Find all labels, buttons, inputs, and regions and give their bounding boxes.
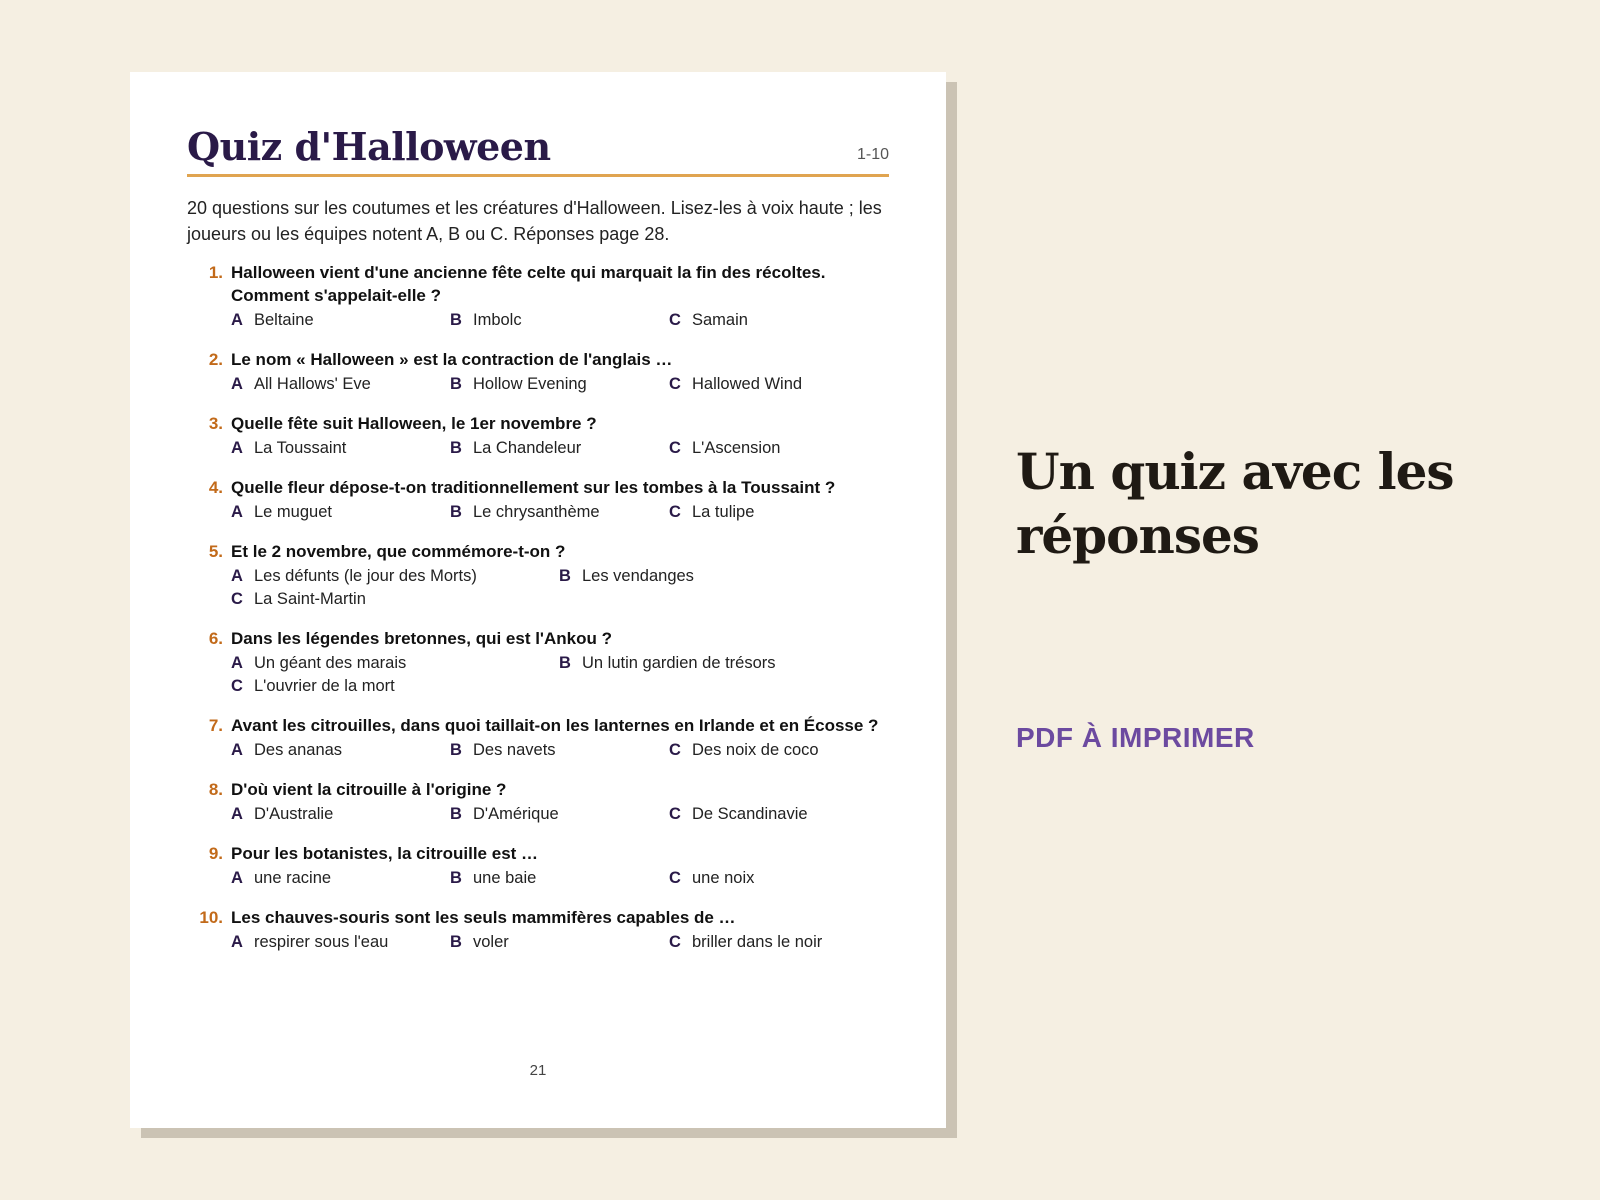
question-text: Quelle fête suit Halloween, le 1er novembre ? (231, 414, 597, 433)
answer-letter: A (231, 869, 243, 887)
answer-a (231, 437, 450, 460)
question-8 (187, 778, 889, 826)
answer-text: Beltaine (254, 311, 314, 329)
answer-b (559, 652, 887, 675)
answer-b (450, 501, 669, 524)
question-number: 7. (208, 716, 223, 735)
answer-text: une baie (473, 869, 537, 887)
question-number: 6. (208, 629, 223, 648)
answer-text: Un lutin gardien de trésors (582, 654, 776, 672)
answer-text: Un géant des marais (254, 654, 407, 672)
answer-b (559, 565, 887, 588)
answer-b (450, 867, 669, 890)
answer-c (669, 739, 888, 762)
answer-options (231, 931, 889, 954)
answer-letter: B (559, 567, 571, 585)
answer-options (231, 501, 889, 524)
question-number: 4. (208, 478, 223, 497)
answer-a (231, 867, 450, 890)
question-10 (187, 906, 889, 954)
question-1 (187, 261, 889, 332)
question-6 (187, 627, 889, 698)
question-number: 10. (199, 908, 223, 927)
answer-letter: A (231, 805, 243, 823)
answer-text: Samain (692, 311, 748, 329)
answer-b (450, 373, 669, 396)
page-title: Quiz d'Halloween (187, 124, 551, 169)
answer-letter: C (231, 677, 243, 695)
answer-text: L'Ascension (692, 439, 781, 457)
question-text: Avant les citrouilles, dans quoi taillait-on les lanternes en Irlande et en Écosse ? (231, 716, 879, 735)
page-header (187, 124, 889, 177)
answer-letter: C (669, 439, 681, 457)
answer-text: L'ouvrier de la mort (254, 677, 395, 695)
answer-c (669, 867, 888, 890)
answer-text: La Chandeleur (473, 439, 582, 457)
answer-letter: A (231, 311, 243, 329)
answer-c (669, 803, 888, 826)
answer-letter: A (231, 375, 243, 393)
answer-c (669, 437, 888, 460)
answer-options (231, 309, 889, 332)
answer-text: Le chrysanthème (473, 503, 600, 521)
answer-a (231, 565, 559, 588)
answer-letter: A (231, 567, 243, 585)
answer-letter: B (450, 503, 462, 521)
question-text: Dans les légendes bretonnes, qui est l'Ankou ? (231, 629, 612, 648)
answer-letter: A (231, 439, 243, 457)
answer-text: Hallowed Wind (692, 375, 803, 393)
answer-b (450, 739, 669, 762)
question-text: Pour les botanistes, la citrouille est … (231, 844, 539, 863)
answer-letter: B (450, 439, 462, 457)
question-list (187, 261, 889, 954)
page-number: 21 (529, 1062, 547, 1079)
answer-options (231, 652, 889, 698)
answer-c (669, 373, 888, 396)
answer-letter: C (669, 805, 681, 823)
answer-text: Des ananas (254, 741, 343, 759)
answer-text: Des navets (473, 741, 556, 759)
answer-options (231, 565, 889, 611)
answer-c (231, 588, 559, 611)
quiz-page (130, 72, 946, 1128)
question-number: 2. (208, 350, 223, 369)
answer-options (231, 739, 889, 762)
answer-letter: B (450, 311, 462, 329)
answer-text: La Toussaint (254, 439, 347, 457)
answer-text: All Hallows' Eve (254, 375, 371, 393)
answer-letter: B (450, 805, 462, 823)
answer-c (669, 931, 888, 954)
answer-b (450, 803, 669, 826)
answer-text: Le muguet (254, 503, 332, 521)
answer-letter: A (231, 503, 243, 521)
question-3 (187, 412, 889, 460)
question-number: 3. (208, 414, 223, 433)
question-number: 5. (208, 542, 223, 561)
answer-options (231, 437, 889, 460)
question-text: D'où vient la citrouille à l'origine ? (231, 780, 507, 799)
answer-a (231, 373, 450, 396)
answer-text: Des noix de coco (692, 741, 819, 759)
answer-text: D'Australie (254, 805, 334, 823)
answer-options (231, 373, 889, 396)
answer-b (450, 437, 669, 460)
answer-letter: A (231, 654, 243, 672)
answer-text: briller dans le noir (692, 933, 823, 951)
answer-letter: A (231, 933, 243, 951)
answer-a (231, 309, 450, 332)
answer-letter: B (450, 375, 462, 393)
question-text: Les chauves-souris sont les seuls mammifères capables de … (231, 908, 736, 927)
answer-text: une noix (692, 869, 755, 887)
answer-text: une racine (254, 869, 332, 887)
answer-c (669, 309, 888, 332)
question-text: Halloween vient d'une ancienne fête celte qui marquait la fin des récoltes. Comment s'appelait-elle ? (231, 263, 826, 305)
answer-a (231, 931, 450, 954)
question-4 (187, 476, 889, 524)
promo-heading: Un quiz avec les réponses (1016, 442, 1454, 565)
answer-b (450, 931, 669, 954)
intro-text: 20 questions sur les coutumes et les créatures d'Halloween. Lisez-les à voix haute ; les joueurs ou les équipes notent A, B ou C. Réponses page 28. (187, 198, 882, 244)
answer-a (231, 501, 450, 524)
answer-text: La tulipe (692, 503, 755, 521)
question-text: Et le 2 novembre, que commémore-t-on ? (231, 542, 566, 561)
answer-letter: B (559, 654, 571, 672)
answer-letter: B (450, 869, 462, 887)
answer-a (231, 739, 450, 762)
question-text: Le nom « Halloween » est la contraction de l'anglais … (231, 350, 673, 369)
question-text: Quelle fleur dépose-t-on traditionnellement sur les tombes à la Toussaint ? (231, 478, 836, 497)
answer-text: Les vendanges (582, 567, 694, 585)
answer-text: Imbolc (473, 311, 522, 329)
answer-letter: B (450, 933, 462, 951)
promo-cta: PDF À IMPRIMER (1016, 722, 1255, 753)
answer-c (231, 675, 559, 698)
answer-text: Hollow Evening (473, 375, 587, 393)
answer-text: D'Amérique (473, 805, 559, 823)
question-number: 8. (208, 780, 223, 799)
answer-b (450, 309, 669, 332)
answer-letter: A (231, 741, 243, 759)
question-2 (187, 348, 889, 396)
answer-letter: B (450, 741, 462, 759)
answer-text: Les défunts (le jour des Morts) (254, 567, 477, 585)
answer-letter: C (231, 590, 243, 608)
question-range: 1-10 (856, 146, 889, 163)
answer-options (231, 867, 889, 890)
question-5 (187, 540, 889, 611)
answer-letter: C (669, 311, 681, 329)
answer-letter: C (669, 869, 681, 887)
answer-letter: C (669, 741, 681, 759)
answer-a (231, 803, 450, 826)
question-number: 9. (208, 844, 223, 863)
answer-letter: C (669, 503, 681, 521)
answer-c (669, 501, 888, 524)
answer-text: voler (473, 933, 509, 951)
question-9 (187, 842, 889, 890)
answer-text: De Scandinavie (692, 805, 808, 823)
answer-options (231, 803, 889, 826)
answer-text: La Saint-Martin (254, 590, 366, 608)
answer-letter: C (669, 375, 681, 393)
answer-text: respirer sous l'eau (254, 933, 389, 951)
answer-a (231, 652, 559, 675)
question-7 (187, 714, 889, 762)
question-number: 1. (208, 263, 223, 282)
answer-letter: C (669, 933, 681, 951)
